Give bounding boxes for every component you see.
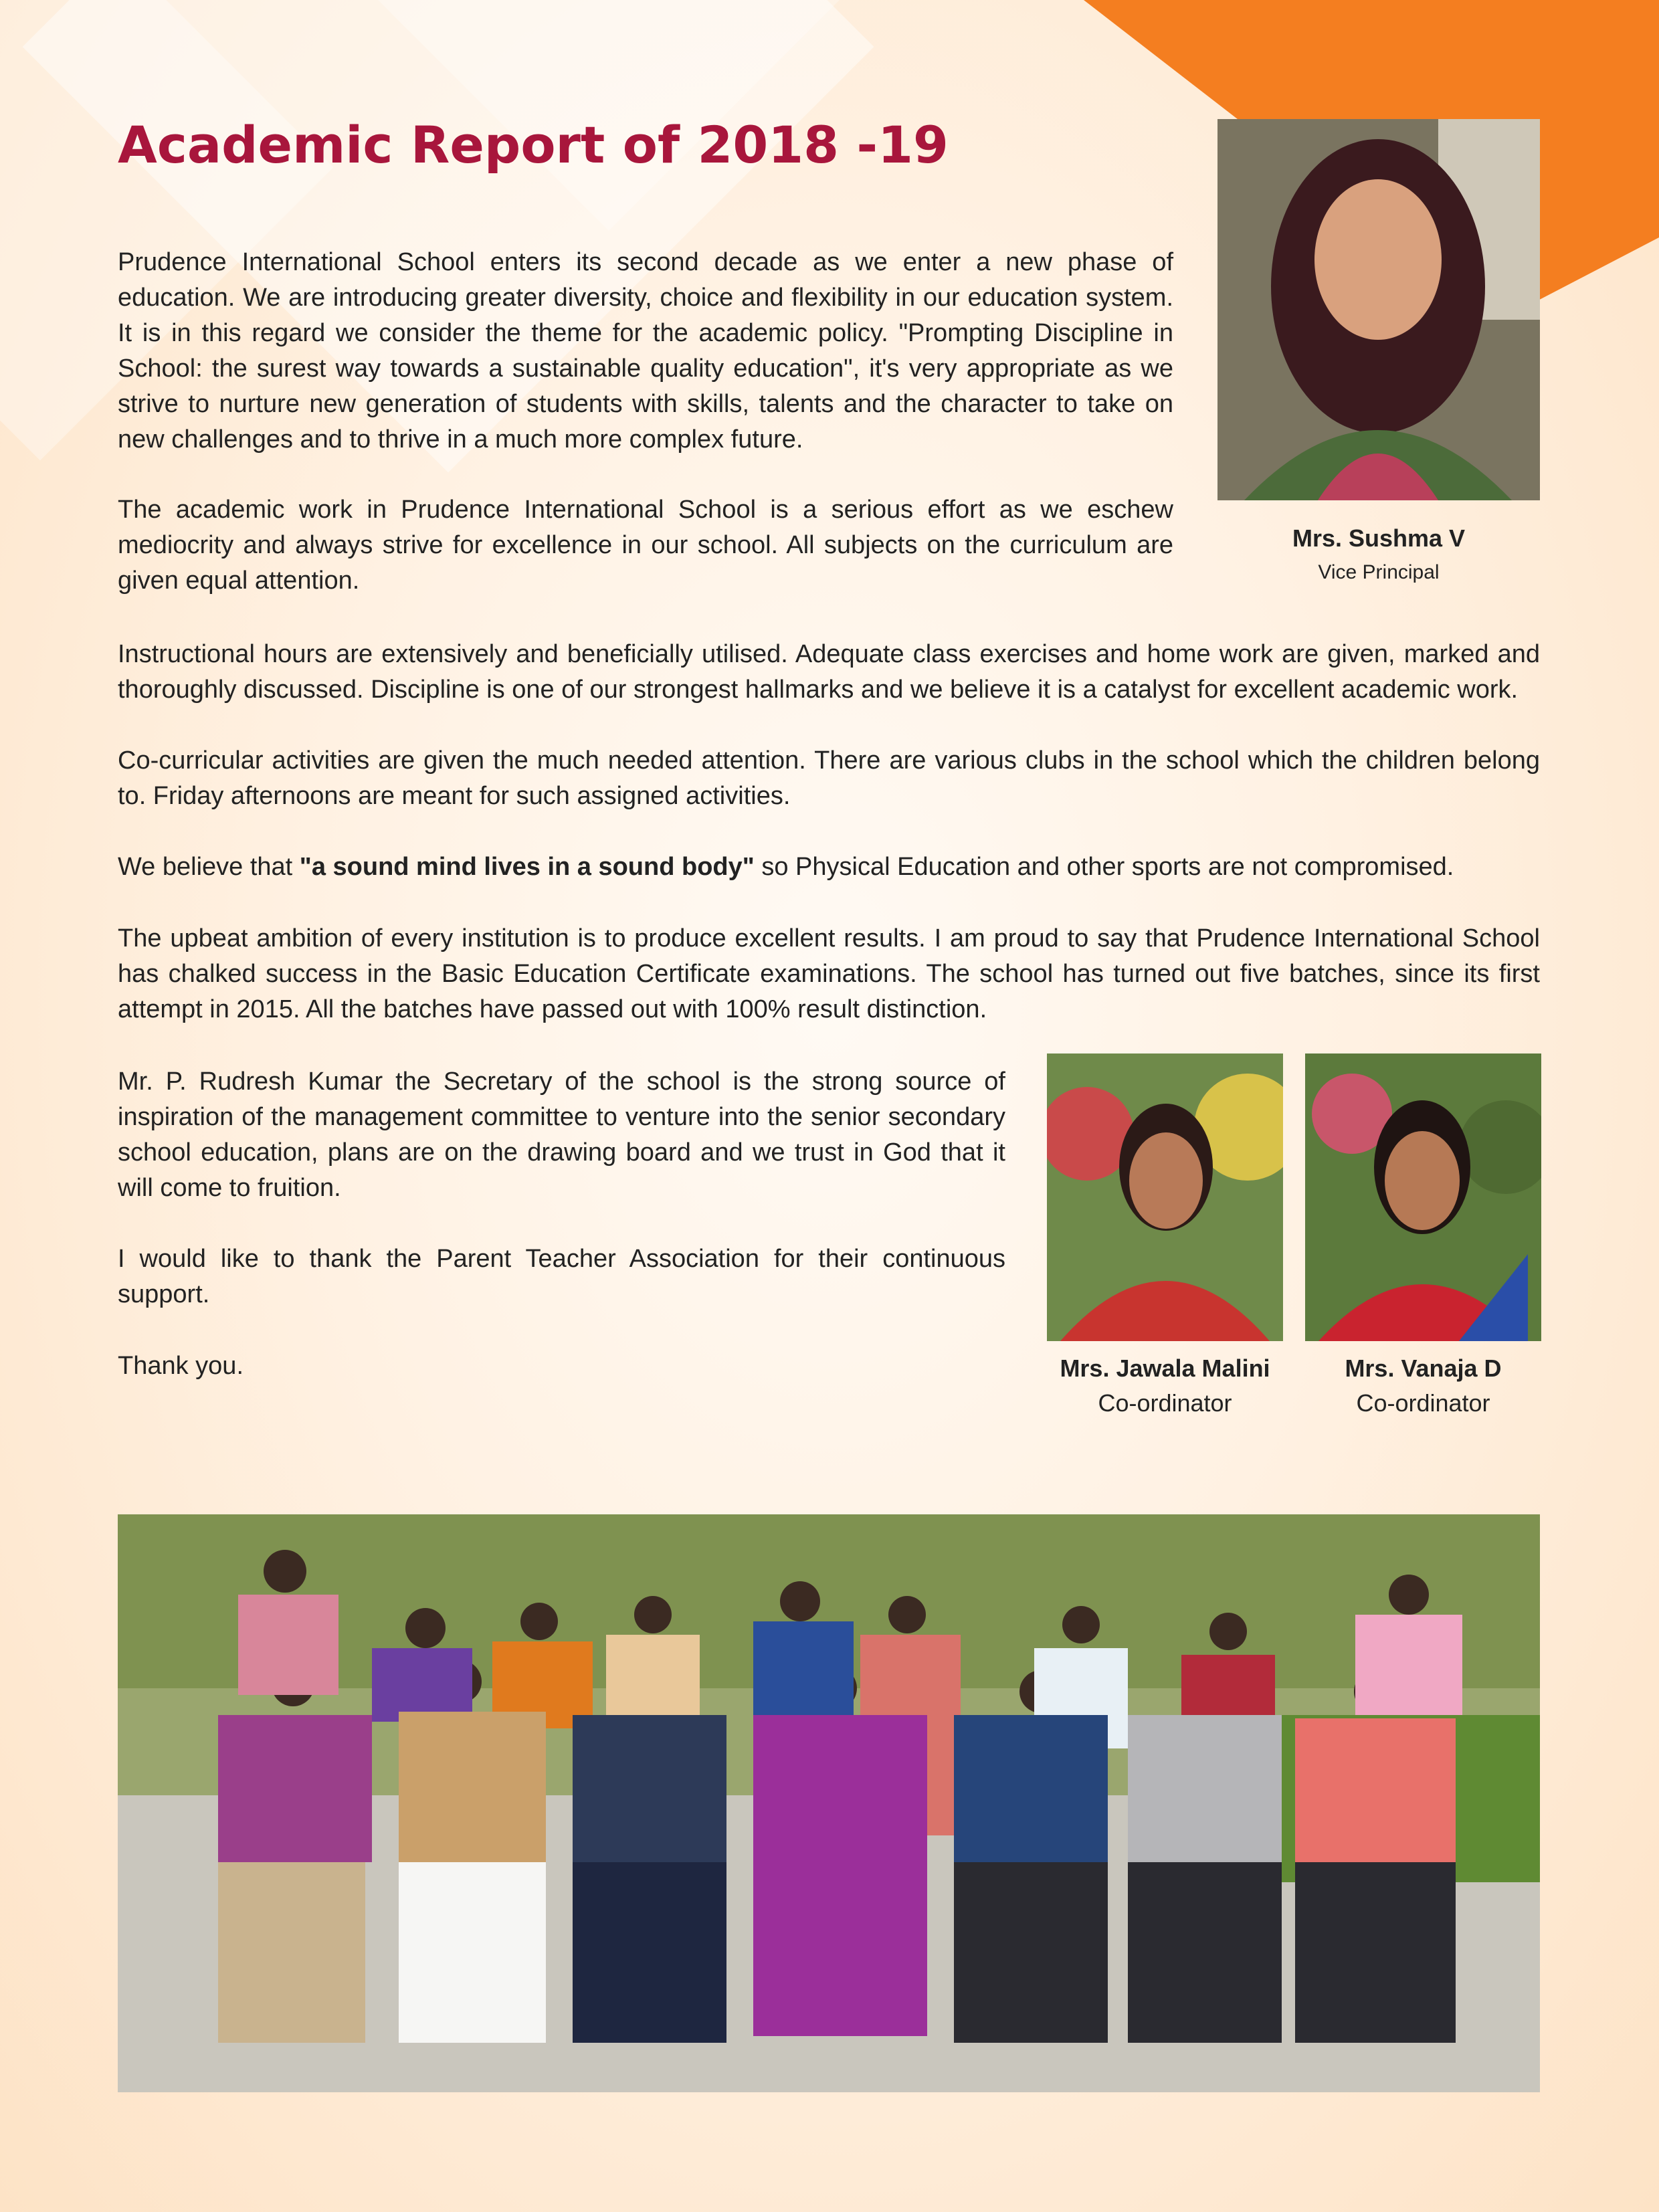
report-paragraph: The upbeat ambition of every institution is to produce excellent results. I am proud to say that Prudence International School has chalked success in the Basic Education Certificate examinations. The school has turned out five batches, since its first attempt in 2015. All the batches have passed out with 100% result distinction. [118,924,1540,1023]
report-paragraph: Co-curricular activities are given the much needed attention. There are various clubs in the school which the children belong to. Friday afternoons are meant for such assigned activities. [118,746,1540,810]
report-paragraph: The academic work in Prudence International School is a serious effort as we eschew mediocrity and always strive for excellence in our school. All subjects on the curriculum are given equal attention. [118,496,1173,595]
report-paragraph: I would like to thank the Parent Teacher Association for their continuous support. [118,1245,1005,1308]
report-paragraph [118,849,1540,885]
quote-bold: "a sound mind lives in a sound body" [299,853,755,881]
paragraph-text: so Physical Education and other sports are not compromised. [754,853,1454,881]
coordinator-2-name: Mrs. Vanaja D [1345,1354,1502,1382]
coordinator-1-photo [1047,1053,1283,1341]
report-paragraph: Mr. P. Rudresh Kumar the Secretary of the school is the strong source of inspiration of the management committee to venture into the senior secondary school education, plans are on the drawing board and we trust in God that it will come to fruition. [118,1068,1005,1202]
coordinator-2-role: Co-ordinator [1356,1389,1490,1417]
page-title: Academic Report of 2018 -19 [118,115,949,175]
report-paragraph: Instructional hours are extensively and beneficially utilised. Adequate class exercises and home work are given, marked and thoroughly discussed. Discipline is one of our strongest hallmarks and we believe it is a catalyst for excellent academic work. [118,640,1540,704]
coordinator-2-photo [1305,1053,1541,1341]
vice-principal-role: Vice Principal [1318,561,1440,583]
report-paragraph: Thank you. [118,1352,243,1380]
vice-principal-photo [1217,119,1540,500]
staff-group-photo [118,1514,1540,2092]
paragraph-text: We believe that [118,853,300,881]
coordinator-1-role: Co-ordinator [1098,1389,1232,1417]
report-paragraph: Prudence International School enters its second decade as we enter a new phase of education. We are introducing greater diversity, choice and flexibility in our education system. It is in this regard we consider the theme for the academic policy. "Prompting Discipline in School: the surest way towards a sustainable quality education", it's very appropriate as we strive to nurture new generation of students with skills, talents and the character to take on new challenges and to thrive in a much more complex future. [118,248,1173,454]
coordinator-1-name: Mrs. Jawala Malini [1060,1354,1270,1382]
vice-principal-name: Mrs. Sushma V [1292,524,1466,552]
